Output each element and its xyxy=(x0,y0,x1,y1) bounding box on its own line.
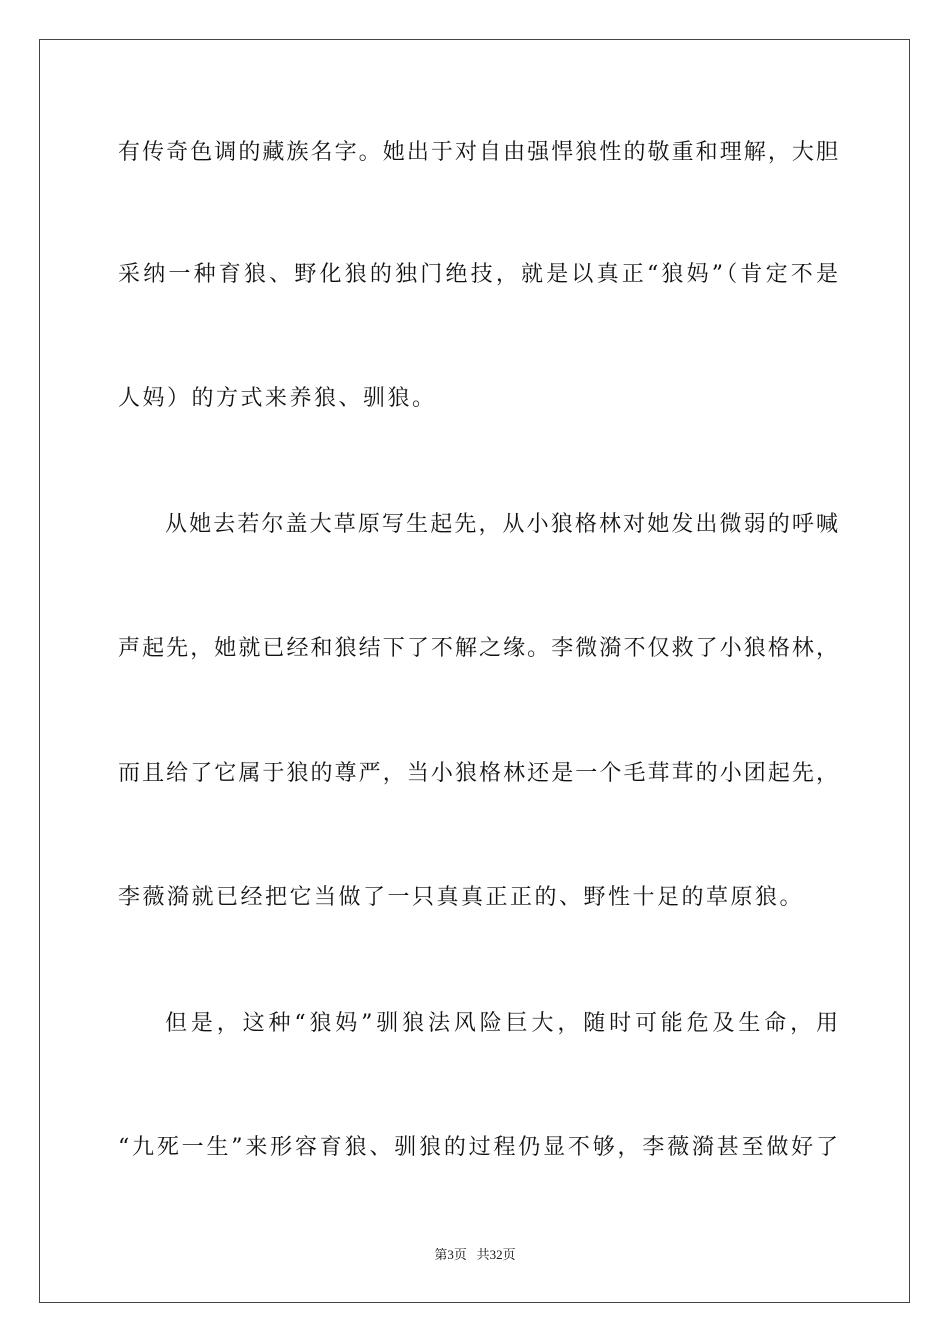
page-footer xyxy=(0,1246,950,1264)
body-line-3: 人妈）的方式来养狼、驯狼。 xyxy=(118,386,437,411)
page-number: 第3页 xyxy=(434,1247,467,1262)
body-line-2: 采纳一种育狼、野化狼的独门绝技，就是以真正“狼妈”（肯定不是 xyxy=(118,262,838,287)
body-line-5: 声起先，她就已经和狼结下了不解之缘。李微漪不仅救了小狼格林， xyxy=(118,636,838,661)
body-line-7: 李薇漪就已经把它当做了一只真真正正的、野性十足的草原狼。 xyxy=(118,885,805,910)
body-line-4: 从她去若尔盖大草原写生起先，从小狼格林对她发出微弱的呼喊 xyxy=(165,512,838,537)
body-line-1: 有传奇色调的藏族名字。她出于对自由强悍狼性的敬重和理解，大胆 xyxy=(118,140,838,165)
page-total: 共32页 xyxy=(476,1247,516,1262)
body-line-8: 但是，这种“狼妈”驯狼法风险巨大，随时可能危及生命，用 xyxy=(165,1011,838,1036)
body-line-9: “九死一生”来形容育狼、驯狼的过程仍显不够，李薇漪甚至做好了 xyxy=(118,1135,838,1160)
body-line-6: 而且给了它属于狼的尊严，当小狼格林还是一个毛茸茸的小团起先， xyxy=(118,761,838,786)
page-border xyxy=(39,39,910,1303)
